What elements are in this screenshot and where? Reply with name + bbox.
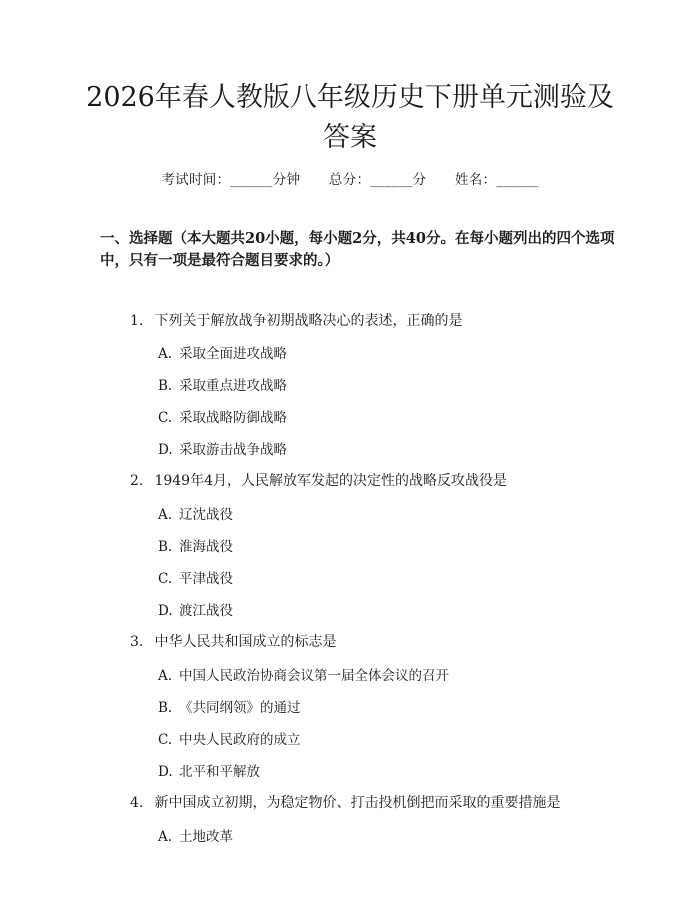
option-3a [158, 664, 449, 684]
section-heading: 一、选择题（本大题共20小题，每小题2分，共40分。在每小题列出的四个选项中，只有一项是最符合题目要求的。） [100, 230, 615, 269]
option-letter: B. [158, 378, 173, 394]
option-letter: D. [158, 603, 173, 619]
option-letter: A. [158, 346, 173, 362]
option-text: 采取重点进攻战略 [179, 378, 287, 394]
question-text: 1949年4月，人民解放军发起的决定性的战略反攻战役是 [154, 473, 507, 489]
option-3b [158, 696, 301, 716]
option-1a [158, 342, 287, 362]
option-1b [158, 374, 287, 394]
question-number: 1. [130, 313, 144, 329]
option-letter: D. [158, 442, 173, 458]
option-letter: A. [158, 668, 173, 684]
option-text: 中央人民政府的成立 [179, 732, 301, 748]
option-text: 采取战略防御战略 [179, 410, 287, 426]
option-letter: C. [158, 732, 173, 748]
question-number: 3. [130, 634, 144, 650]
exam-time-field: 考试时间：______分钟 [161, 172, 301, 188]
option-letter: A. [158, 507, 173, 523]
option-text: 辽沈战役 [179, 507, 233, 523]
option-letter: C. [158, 410, 173, 426]
option-4a [158, 825, 233, 845]
question-number: 2. [130, 473, 144, 489]
option-text: 中国人民政治协商会议第一届全体会议的召开 [179, 668, 449, 684]
option-2a [158, 503, 233, 523]
option-letter: B. [158, 539, 173, 555]
option-text: 土地改革 [179, 829, 233, 845]
question-2 [130, 470, 507, 490]
question-text: 下列关于解放战争初期战略决心的表述，正确的是 [154, 313, 463, 329]
exam-meta-line [0, 168, 700, 188]
option-text: 《共同纲领》的通过 [179, 700, 301, 716]
option-letter: A. [158, 829, 173, 845]
option-text: 渡江战役 [179, 603, 233, 619]
title-line-1: 2026年春人教版八年级历史下册单元测验及 [86, 82, 614, 113]
option-2d [158, 599, 233, 619]
option-3c [158, 728, 301, 748]
option-text: 淮海战役 [179, 539, 233, 555]
option-3d [158, 760, 260, 780]
option-text: 采取全面进攻战略 [179, 346, 287, 362]
student-name-field: 姓名：______ [454, 172, 539, 188]
question-3 [130, 631, 336, 651]
question-text: 中华人民共和国成立的标志是 [154, 634, 337, 650]
document-title [60, 78, 640, 158]
title-line-2: 答案 [323, 122, 377, 153]
option-text: 北平和平解放 [179, 764, 260, 780]
option-1d [158, 438, 287, 458]
question-number: 4. [130, 795, 144, 811]
option-letter: C. [158, 571, 173, 587]
option-2c [158, 567, 233, 587]
option-2b [158, 535, 233, 555]
question-4 [130, 792, 560, 812]
option-text: 平津战役 [179, 571, 233, 587]
option-1c [158, 406, 287, 426]
option-text: 采取游击战争战略 [179, 442, 287, 458]
total-score-field: 总分：______分 [328, 172, 427, 188]
question-1 [130, 310, 462, 330]
option-letter: B. [158, 700, 173, 716]
option-letter: D. [158, 764, 173, 780]
question-text: 新中国成立初期，为稳定物价、打击投机倒把而采取的重要措施是 [154, 795, 561, 811]
